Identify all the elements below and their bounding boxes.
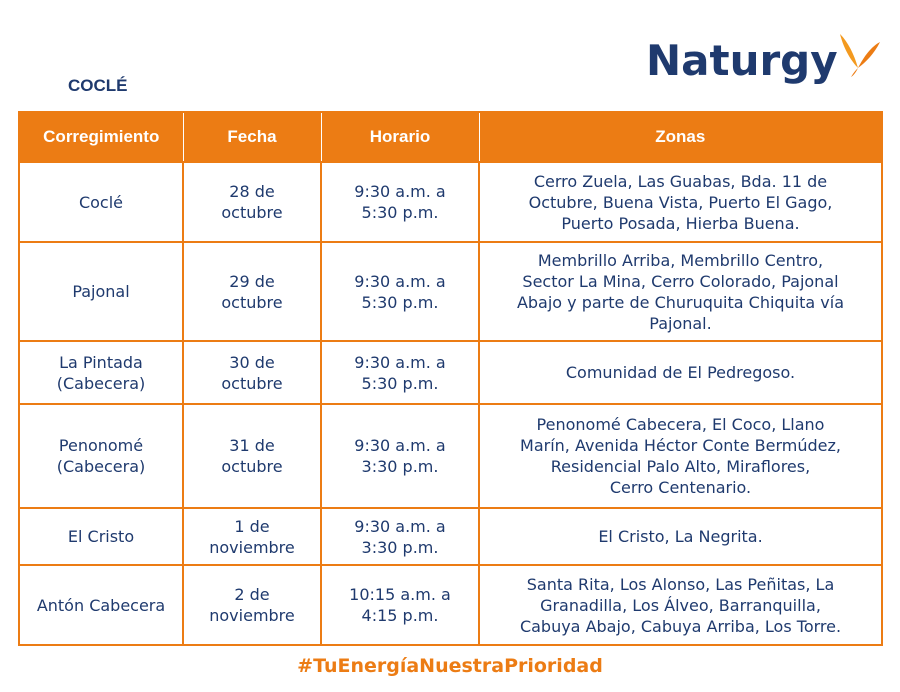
cell-corregimiento bbox=[19, 341, 183, 404]
cell-horario bbox=[321, 162, 479, 242]
cell-line: Cerro Zuela, Las Guabas, Bda. 11 de bbox=[533, 171, 828, 191]
cell-zonas bbox=[479, 508, 882, 565]
cell-line: octubre bbox=[221, 373, 283, 393]
cell-line: Membrillo Arriba, Membrillo Centro, bbox=[537, 250, 824, 270]
cell-zonas bbox=[479, 162, 882, 242]
table-row bbox=[19, 341, 882, 404]
header-fecha: Fecha bbox=[183, 112, 321, 162]
cell-fecha bbox=[183, 341, 321, 404]
header-zonas: Zonas bbox=[479, 112, 882, 162]
cell-line: Cabuya Abajo, Cabuya Arriba, Los Torre. bbox=[519, 616, 842, 636]
cell-line: 9:30 a.m. a bbox=[354, 436, 446, 455]
cell-line: Comunidad de El Pedregoso. bbox=[565, 363, 796, 382]
logo-wordmark: Naturgy bbox=[646, 36, 838, 85]
header-horario: Horario bbox=[321, 112, 479, 162]
cell-line: Cerro Centenario. bbox=[609, 478, 752, 497]
table-row bbox=[19, 565, 882, 645]
table-row bbox=[19, 242, 882, 341]
cell-line: 30 de bbox=[229, 352, 275, 372]
naturgy-logo bbox=[646, 28, 886, 98]
cell-fecha bbox=[183, 404, 321, 508]
cell-horario bbox=[321, 508, 479, 565]
cell-line: Coclé bbox=[78, 192, 124, 212]
cell-line: 1 de bbox=[234, 516, 270, 536]
cell-corregimiento bbox=[19, 565, 183, 645]
cell-corregimiento bbox=[19, 162, 183, 242]
table-header-row bbox=[19, 112, 882, 162]
cell-horario bbox=[321, 242, 479, 341]
cell-line: Residencial Palo Alto, Miraflores, bbox=[550, 457, 811, 476]
cell-line: Puerto Posada, Hierba Buena. bbox=[561, 213, 800, 233]
cell-line: El Cristo, La Negrita. bbox=[598, 527, 763, 546]
cell-line: 2 de bbox=[234, 585, 270, 604]
cell-line: noviembre bbox=[209, 537, 295, 557]
hashtag: #TuEnergíaNuestraPrioridad bbox=[297, 655, 603, 677]
cell-line: 9:30 a.m. a bbox=[354, 516, 446, 536]
cell-line: La Pintada bbox=[59, 352, 143, 372]
cell-corregimiento bbox=[19, 508, 183, 565]
cell-line: 3:30 p.m. bbox=[361, 457, 439, 476]
cell-line: 5:30 p.m. bbox=[361, 292, 439, 312]
cell-line: 29 de bbox=[229, 271, 275, 291]
cell-line: 9:30 a.m. a bbox=[354, 182, 446, 201]
cell-fecha bbox=[183, 508, 321, 565]
cell-line: Santa Rita, Los Alonso, Las Peñitas, La bbox=[526, 574, 835, 594]
cell-fecha bbox=[183, 162, 321, 242]
cell-line: 5:30 p.m. bbox=[361, 203, 439, 222]
region-title: COCLÉ bbox=[68, 76, 128, 95]
cell-line: Granadilla, Los Álveo, Barranquilla, bbox=[540, 595, 821, 615]
cell-line: Antón Cabecera bbox=[36, 595, 166, 615]
cell-line: noviembre bbox=[209, 606, 295, 625]
cell-horario bbox=[321, 341, 479, 404]
cell-line: Pajonal bbox=[72, 282, 130, 301]
cell-line: Pajonal. bbox=[649, 313, 712, 333]
butterfly-icon bbox=[836, 28, 882, 78]
table-row bbox=[19, 508, 882, 565]
cell-line: 5:30 p.m. bbox=[361, 373, 439, 393]
cell-zonas bbox=[479, 242, 882, 341]
cell-line: octubre bbox=[221, 292, 283, 312]
table-row bbox=[19, 404, 882, 508]
cell-line: Octubre, Buena Vista, Puerto El Gago, bbox=[528, 192, 833, 212]
cell-fecha bbox=[183, 565, 321, 645]
cell-line: (Cabecera) bbox=[56, 373, 146, 393]
cell-line: (Cabecera) bbox=[56, 457, 146, 476]
header-corregimiento: Corregimiento bbox=[19, 112, 183, 162]
cell-line: Abajo y parte de Churuquita Chiquita vía bbox=[516, 292, 845, 312]
cell-zonas bbox=[479, 404, 882, 508]
cell-line: 28 de bbox=[229, 182, 275, 201]
cell-line: Penonomé Cabecera, El Coco, Llano bbox=[536, 415, 825, 434]
table-row bbox=[19, 162, 882, 242]
cell-line: 31 de bbox=[229, 436, 275, 455]
cell-line: octubre bbox=[221, 203, 283, 222]
cell-zonas bbox=[479, 565, 882, 645]
cell-line: El Cristo bbox=[67, 527, 135, 546]
cell-horario bbox=[321, 404, 479, 508]
cell-corregimiento bbox=[19, 242, 183, 341]
cell-line: 3:30 p.m. bbox=[361, 537, 439, 557]
cell-line: Marín, Avenida Héctor Conte Bermúdez, bbox=[520, 436, 841, 455]
cell-line: Penonomé bbox=[58, 436, 144, 455]
cell-line: octubre bbox=[221, 457, 283, 476]
cell-line: 9:30 a.m. a bbox=[354, 271, 446, 291]
cell-corregimiento bbox=[19, 404, 183, 508]
cell-line: Sector La Mina, Cerro Colorado, Pajonal bbox=[522, 271, 839, 291]
cell-zonas bbox=[479, 341, 882, 404]
cell-line: 9:30 a.m. a bbox=[354, 352, 446, 372]
cell-fecha bbox=[183, 242, 321, 341]
cell-line: 4:15 p.m. bbox=[361, 606, 439, 625]
schedule-table bbox=[18, 111, 883, 646]
cell-horario bbox=[321, 565, 479, 645]
cell-line: 10:15 a.m. a bbox=[349, 585, 451, 604]
